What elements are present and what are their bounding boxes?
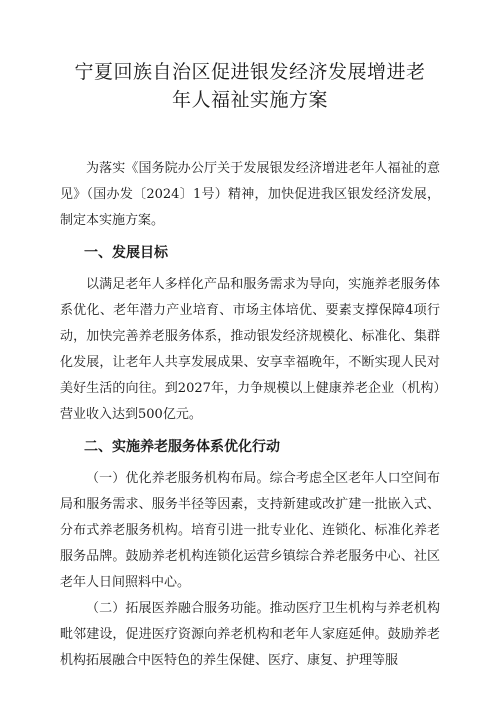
intro-paragraph: 为落实《国务院办公厅关于发展银发经济增进老年人福祉的意见》（国办发〔2024〕1号）精神，加快促进我区银发经济发展，制定本实施方案。 bbox=[60, 161, 440, 228]
title-line-2: 年人福祉实施方案 bbox=[171, 89, 328, 111]
intro-block bbox=[60, 156, 440, 234]
section-2-block bbox=[60, 466, 440, 674]
title-line-1: 宁夏回族自治区促进银发经济发展增进老 bbox=[74, 61, 426, 83]
section-2-item-2: （二）拓展医养融合服务功能。推动医疗卫生机构与养老机构毗邻建设，促进医疗资源向养老机构和老年人家庭延伸。鼓励养老机构拓展融合中医特色的养生保健、医疗、康复、护理等服 bbox=[60, 601, 440, 668]
section-1-paragraph: 以满足老年人多样化产品和服务需求为导向，实施养老服务体系优化、老年潜力产业培育、市场主体培优、要素支撑保障4项行动，加快完善养老服务体系，推动银发经济规模化、标准化、集群化发展，让老年人共享发展成果、安享幸福晚年，不断实现人民对美好生活的向往。到2027年，力争规模以上健康养老企业（机构）营业收入达到500亿元。 bbox=[60, 277, 440, 422]
section-1-heading: 一、发展目标 bbox=[84, 245, 168, 261]
section-2-item-1: （一）优化养老服务机构布局。综合考虑全区老年人口空间布局和服务需求、服务半径等因素，支持新建或改扩建一批嵌入式、分布式养老服务机构。培育引进一批专业化、连锁化、标准化养老服务品牌。鼓励养老机构连锁化运营乡镇综合养老服务中心、社区老年人日间照料中心。 bbox=[60, 471, 440, 590]
section-2-heading: 二、实施养老服务体系优化行动 bbox=[84, 439, 280, 455]
document-title bbox=[60, 58, 440, 114]
section-1-block bbox=[60, 272, 440, 428]
